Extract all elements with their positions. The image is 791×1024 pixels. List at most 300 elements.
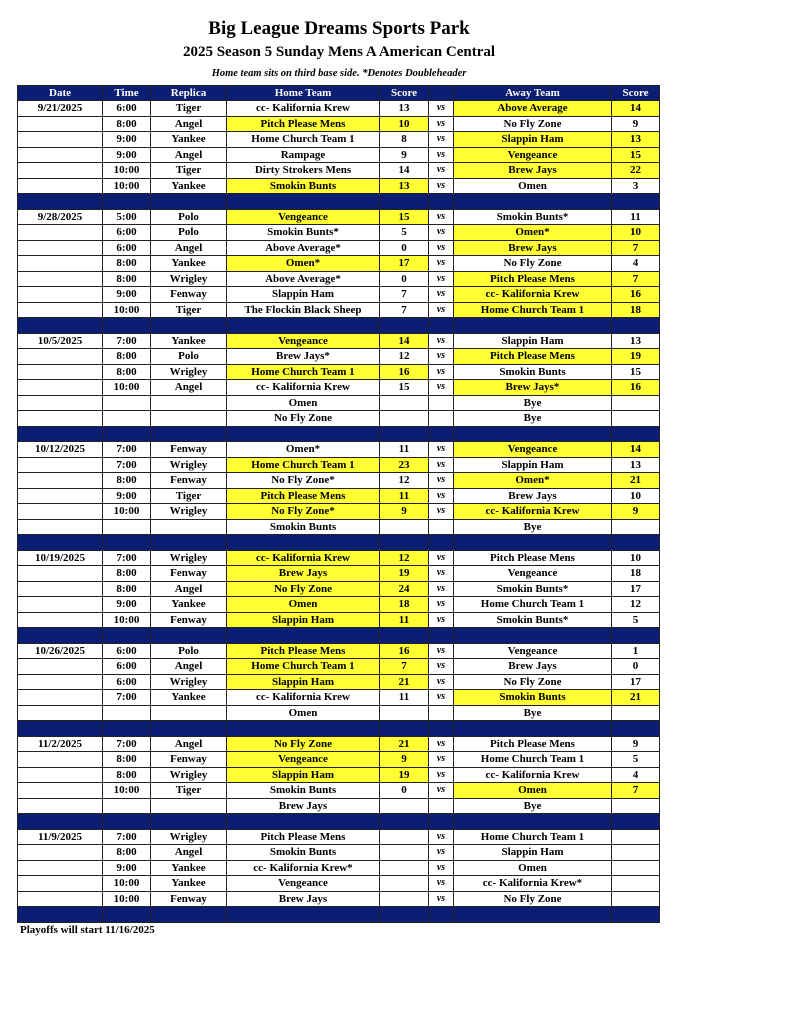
away-team-cell: No Fly Zone: [454, 891, 612, 907]
away-score-cell: 21: [612, 473, 660, 489]
separator-cell: [429, 535, 454, 551]
home-score-cell: 8: [380, 132, 429, 148]
vs-cell: vs: [429, 891, 454, 907]
table-row: [18, 333, 660, 349]
time-cell: [103, 798, 151, 814]
away-team-cell: Bye: [454, 705, 612, 721]
separator-cell: [454, 721, 612, 737]
separator-cell: [103, 318, 151, 334]
home-team-cell: Brew Jays: [227, 798, 380, 814]
time-cell: 8:00: [103, 845, 151, 861]
home-team-cell: Dirty Strokers Mens: [227, 163, 380, 179]
vs-cell: vs: [429, 488, 454, 504]
vs-cell: vs: [429, 674, 454, 690]
replica-cell: Wrigley: [151, 271, 227, 287]
date-cell: [18, 163, 103, 179]
replica-cell: Wrigley: [151, 829, 227, 845]
away-team-cell: Pitch Please Mens: [454, 349, 612, 365]
vs-cell: vs: [429, 752, 454, 768]
away-score-cell: [612, 876, 660, 892]
replica-cell: Fenway: [151, 287, 227, 303]
schedule-body: [18, 101, 660, 923]
time-cell: 9:00: [103, 597, 151, 613]
vs-cell: vs: [429, 240, 454, 256]
replica-cell: Angel: [151, 845, 227, 861]
date-cell: [18, 752, 103, 768]
date-cell: [18, 395, 103, 411]
table-row: [18, 364, 660, 380]
replica-cell: Angel: [151, 147, 227, 163]
header-note: Home team sits on third base side. *Denotes Doubleheader: [211, 68, 467, 79]
home-score-cell: 14: [380, 163, 429, 179]
separator-cell: [18, 628, 103, 644]
week-separator: [18, 194, 660, 210]
away-team-cell: Bye: [454, 395, 612, 411]
date-cell: [18, 783, 103, 799]
home-team-cell: cc- Kalifornia Krew: [227, 550, 380, 566]
home-team-cell: Slappin Ham: [227, 287, 380, 303]
home-team-cell: Smokin Bunts: [227, 178, 380, 194]
home-team-cell: Pitch Please Mens: [227, 116, 380, 132]
date-cell: [18, 566, 103, 582]
date-cell: [18, 845, 103, 861]
date-cell: [18, 767, 103, 783]
separator-cell: [151, 814, 227, 830]
away-team-cell: cc- Kalifornia Krew: [454, 504, 612, 520]
replica-cell: Wrigley: [151, 767, 227, 783]
replica-cell: Polo: [151, 643, 227, 659]
time-cell: 8:00: [103, 566, 151, 582]
away-score-cell: 10: [612, 488, 660, 504]
replica-cell: Angel: [151, 581, 227, 597]
away-team-cell: Pitch Please Mens: [454, 550, 612, 566]
home-score-cell: 9: [380, 147, 429, 163]
home-team-cell: Pitch Please Mens: [227, 829, 380, 845]
time-cell: 9:00: [103, 287, 151, 303]
away-score-cell: 15: [612, 364, 660, 380]
table-row: [18, 178, 660, 194]
vs-cell: vs: [429, 643, 454, 659]
week-separator: [18, 721, 660, 737]
away-team-cell: Home Church Team 1: [454, 597, 612, 613]
home-score-cell: 19: [380, 767, 429, 783]
date-cell: [18, 256, 103, 272]
away-team-cell: Above Average: [454, 101, 612, 117]
time-cell: 5:00: [103, 209, 151, 225]
table-row: [18, 488, 660, 504]
date-cell: 10/19/2025: [18, 550, 103, 566]
table-row: [18, 783, 660, 799]
home-team-cell: Omen: [227, 597, 380, 613]
away-score-cell: [612, 411, 660, 427]
date-cell: [18, 690, 103, 706]
separator-cell: [429, 426, 454, 442]
table-row: [18, 597, 660, 613]
date-cell: [18, 116, 103, 132]
time-cell: 10:00: [103, 163, 151, 179]
separator-cell: [612, 814, 660, 830]
col-header-replica: Replica: [151, 86, 227, 101]
table-row: [18, 581, 660, 597]
home-team-cell: Home Church Team 1: [227, 364, 380, 380]
away-team-cell: Vengeance: [454, 442, 612, 458]
home-score-cell: 13: [380, 101, 429, 117]
vs-cell: vs: [429, 736, 454, 752]
vs-cell: vs: [429, 783, 454, 799]
vs-cell: vs: [429, 101, 454, 117]
home-score-cell: 0: [380, 240, 429, 256]
table-row: [18, 876, 660, 892]
vs-cell: vs: [429, 287, 454, 303]
week-separator: [18, 907, 660, 923]
away-team-cell: Slappin Ham: [454, 845, 612, 861]
replica-cell: Fenway: [151, 752, 227, 768]
home-score-cell: 5: [380, 225, 429, 241]
replica-cell: Angel: [151, 380, 227, 396]
time-cell: 9:00: [103, 488, 151, 504]
home-score-cell: 21: [380, 674, 429, 690]
time-cell: 6:00: [103, 674, 151, 690]
away-score-cell: [612, 705, 660, 721]
replica-cell: Wrigley: [151, 550, 227, 566]
date-cell: [18, 457, 103, 473]
away-team-cell: Omen: [454, 860, 612, 876]
away-score-cell: 0: [612, 659, 660, 675]
replica-cell: Wrigley: [151, 457, 227, 473]
replica-cell: Angel: [151, 736, 227, 752]
home-team-cell: Omen: [227, 395, 380, 411]
week-separator: [18, 426, 660, 442]
home-score-cell: 19: [380, 566, 429, 582]
away-score-cell: 11: [612, 209, 660, 225]
replica-cell: Yankee: [151, 132, 227, 148]
time-cell: [103, 705, 151, 721]
replica-cell: Tiger: [151, 783, 227, 799]
home-score-cell: 10: [380, 116, 429, 132]
date-cell: [18, 364, 103, 380]
time-cell: [103, 411, 151, 427]
home-team-cell: Above Average*: [227, 271, 380, 287]
away-team-cell: Slappin Ham: [454, 333, 612, 349]
separator-cell: [454, 318, 612, 334]
separator-cell: [454, 535, 612, 551]
replica-cell: Fenway: [151, 891, 227, 907]
date-cell: 9/28/2025: [18, 209, 103, 225]
away-team-cell: Pitch Please Mens: [454, 736, 612, 752]
replica-cell: Fenway: [151, 566, 227, 582]
vs-cell: vs: [429, 209, 454, 225]
table-row: [18, 225, 660, 241]
separator-cell: [429, 194, 454, 210]
separator-cell: [18, 907, 103, 923]
separator-cell: [103, 628, 151, 644]
home-team-cell: Slappin Ham: [227, 674, 380, 690]
home-score-cell: 12: [380, 550, 429, 566]
away-score-cell: 12: [612, 597, 660, 613]
away-team-cell: No Fly Zone: [454, 674, 612, 690]
separator-cell: [612, 318, 660, 334]
page-subtitle: 2025 Season 5 Sunday Mens A American Central: [182, 44, 496, 60]
vs-cell: vs: [429, 581, 454, 597]
home-score-cell: 17: [380, 256, 429, 272]
time-cell: 7:00: [103, 550, 151, 566]
time-cell: 8:00: [103, 752, 151, 768]
separator-cell: [18, 318, 103, 334]
separator-cell: [380, 535, 429, 551]
away-score-cell: 9: [612, 116, 660, 132]
separator-cell: [612, 721, 660, 737]
col-header-away-score: Score: [612, 86, 660, 101]
vs-cell: vs: [429, 457, 454, 473]
away-team-cell: Slappin Ham: [454, 132, 612, 148]
away-team-cell: Smokin Bunts: [454, 690, 612, 706]
separator-cell: [380, 318, 429, 334]
away-score-cell: 4: [612, 767, 660, 783]
date-cell: [18, 178, 103, 194]
separator-cell: [103, 721, 151, 737]
home-score-cell: 15: [380, 380, 429, 396]
away-score-cell: 9: [612, 504, 660, 520]
vs-cell: vs: [429, 132, 454, 148]
table-row: [18, 349, 660, 365]
home-team-cell: The Flockin Black Sheep: [227, 302, 380, 318]
date-cell: [18, 302, 103, 318]
separator-cell: [227, 318, 380, 334]
vs-cell: vs: [429, 271, 454, 287]
schedule-table: [17, 85, 660, 923]
time-cell: 8:00: [103, 581, 151, 597]
date-cell: [18, 659, 103, 675]
home-score-cell: 0: [380, 783, 429, 799]
table-row: [18, 271, 660, 287]
table-row: [18, 643, 660, 659]
table-row: [18, 116, 660, 132]
separator-cell: [18, 814, 103, 830]
separator-cell: [151, 907, 227, 923]
replica-cell: Yankee: [151, 860, 227, 876]
away-team-cell: Brew Jays: [454, 659, 612, 675]
date-cell: 11/2/2025: [18, 736, 103, 752]
away-score-cell: 19: [612, 349, 660, 365]
away-team-cell: Bye: [454, 519, 612, 535]
time-cell: 8:00: [103, 271, 151, 287]
home-team-cell: Smokin Bunts: [227, 519, 380, 535]
home-team-cell: Above Average*: [227, 240, 380, 256]
away-score-cell: 16: [612, 287, 660, 303]
time-cell: 10:00: [103, 876, 151, 892]
table-row: [18, 659, 660, 675]
away-score-cell: 13: [612, 333, 660, 349]
date-cell: [18, 488, 103, 504]
separator-cell: [227, 907, 380, 923]
table-row: [18, 674, 660, 690]
away-score-cell: 16: [612, 380, 660, 396]
vs-cell: vs: [429, 550, 454, 566]
separator-cell: [612, 194, 660, 210]
home-team-cell: Pitch Please Mens: [227, 643, 380, 659]
vs-cell: vs: [429, 860, 454, 876]
separator-cell: [151, 318, 227, 334]
home-team-cell: Home Church Team 1: [227, 457, 380, 473]
separator-cell: [103, 426, 151, 442]
table-row: [18, 380, 660, 396]
vs-cell: vs: [429, 302, 454, 318]
home-score-cell: 13: [380, 178, 429, 194]
table-row: [18, 690, 660, 706]
vs-cell: vs: [429, 876, 454, 892]
separator-cell: [454, 907, 612, 923]
vs-cell: [429, 798, 454, 814]
vs-cell: vs: [429, 349, 454, 365]
home-score-cell: 16: [380, 364, 429, 380]
home-team-cell: Smokin Bunts*: [227, 225, 380, 241]
table-row: [18, 736, 660, 752]
time-cell: 7:00: [103, 690, 151, 706]
date-cell: [18, 519, 103, 535]
separator-cell: [227, 814, 380, 830]
replica-cell: Angel: [151, 659, 227, 675]
vs-cell: vs: [429, 659, 454, 675]
time-cell: 10:00: [103, 178, 151, 194]
date-cell: [18, 674, 103, 690]
time-cell: 7:00: [103, 457, 151, 473]
date-cell: [18, 876, 103, 892]
home-score-cell: 7: [380, 302, 429, 318]
separator-cell: [227, 194, 380, 210]
col-header-date: Date: [18, 86, 103, 101]
away-score-cell: 14: [612, 101, 660, 117]
replica-cell: Yankee: [151, 876, 227, 892]
table-row: [18, 163, 660, 179]
home-score-cell: 7: [380, 287, 429, 303]
time-cell: 6:00: [103, 225, 151, 241]
table-row: [18, 845, 660, 861]
col-header-away-team: Away Team: [454, 86, 612, 101]
vs-cell: vs: [429, 380, 454, 396]
replica-cell: Yankee: [151, 333, 227, 349]
vs-cell: vs: [429, 147, 454, 163]
vs-cell: [429, 519, 454, 535]
vs-cell: vs: [429, 845, 454, 861]
home-score-cell: [380, 519, 429, 535]
replica-cell: [151, 705, 227, 721]
away-score-cell: 4: [612, 256, 660, 272]
home-team-cell: Vengeance: [227, 752, 380, 768]
home-score-cell: 11: [380, 488, 429, 504]
vs-cell: vs: [429, 364, 454, 380]
vs-cell: vs: [429, 829, 454, 845]
date-cell: [18, 504, 103, 520]
time-cell: 6:00: [103, 240, 151, 256]
table-row: [18, 287, 660, 303]
replica-cell: Yankee: [151, 256, 227, 272]
home-score-cell: 7: [380, 659, 429, 675]
home-score-cell: 18: [380, 597, 429, 613]
away-score-cell: 7: [612, 240, 660, 256]
away-score-cell: 7: [612, 783, 660, 799]
vs-cell: vs: [429, 116, 454, 132]
away-score-cell: 7: [612, 271, 660, 287]
away-team-cell: Omen: [454, 783, 612, 799]
separator-cell: [612, 907, 660, 923]
time-cell: 8:00: [103, 256, 151, 272]
home-score-cell: 21: [380, 736, 429, 752]
separator-cell: [103, 535, 151, 551]
home-team-cell: Omen*: [227, 256, 380, 272]
home-team-cell: Home Church Team 1: [227, 659, 380, 675]
away-score-cell: 3: [612, 178, 660, 194]
home-score-cell: 11: [380, 442, 429, 458]
time-cell: 9:00: [103, 147, 151, 163]
away-team-cell: Home Church Team 1: [454, 752, 612, 768]
time-cell: 7:00: [103, 333, 151, 349]
away-team-cell: Vengeance: [454, 147, 612, 163]
page-title: Big League Dreams Sports Park: [208, 18, 470, 39]
home-score-cell: [380, 845, 429, 861]
separator-cell: [380, 907, 429, 923]
replica-cell: Yankee: [151, 597, 227, 613]
home-team-cell: Home Church Team 1: [227, 132, 380, 148]
time-cell: 9:00: [103, 860, 151, 876]
separator-cell: [380, 426, 429, 442]
home-score-cell: [380, 705, 429, 721]
vs-cell: [429, 411, 454, 427]
away-score-cell: 21: [612, 690, 660, 706]
replica-cell: [151, 519, 227, 535]
time-cell: 6:00: [103, 101, 151, 117]
table-row: [18, 256, 660, 272]
vs-cell: vs: [429, 163, 454, 179]
replica-cell: Tiger: [151, 101, 227, 117]
table-row: [18, 752, 660, 768]
away-score-cell: 18: [612, 302, 660, 318]
time-cell: 10:00: [103, 612, 151, 628]
date-cell: [18, 271, 103, 287]
date-cell: [18, 860, 103, 876]
table-row: [18, 891, 660, 907]
away-team-cell: Pitch Please Mens: [454, 271, 612, 287]
vs-cell: vs: [429, 767, 454, 783]
replica-cell: Wrigley: [151, 364, 227, 380]
replica-cell: Polo: [151, 225, 227, 241]
replica-cell: [151, 411, 227, 427]
date-cell: 9/21/2025: [18, 101, 103, 117]
date-cell: 11/9/2025: [18, 829, 103, 845]
date-cell: [18, 581, 103, 597]
home-team-cell: No Fly Zone*: [227, 473, 380, 489]
separator-cell: [380, 721, 429, 737]
date-cell: [18, 147, 103, 163]
separator-cell: [429, 318, 454, 334]
table-row: [18, 550, 660, 566]
home-team-cell: No Fly Zone: [227, 736, 380, 752]
table-row: [18, 101, 660, 117]
replica-cell: Angel: [151, 116, 227, 132]
home-team-cell: Omen: [227, 705, 380, 721]
away-score-cell: 1: [612, 643, 660, 659]
replica-cell: Fenway: [151, 442, 227, 458]
table-row: [18, 209, 660, 225]
table-row: [18, 519, 660, 535]
table-row: [18, 767, 660, 783]
away-score-cell: [612, 395, 660, 411]
replica-cell: Angel: [151, 240, 227, 256]
separator-cell: [612, 628, 660, 644]
time-cell: 9:00: [103, 132, 151, 148]
separator-cell: [454, 194, 612, 210]
replica-cell: Fenway: [151, 473, 227, 489]
separator-cell: [103, 194, 151, 210]
